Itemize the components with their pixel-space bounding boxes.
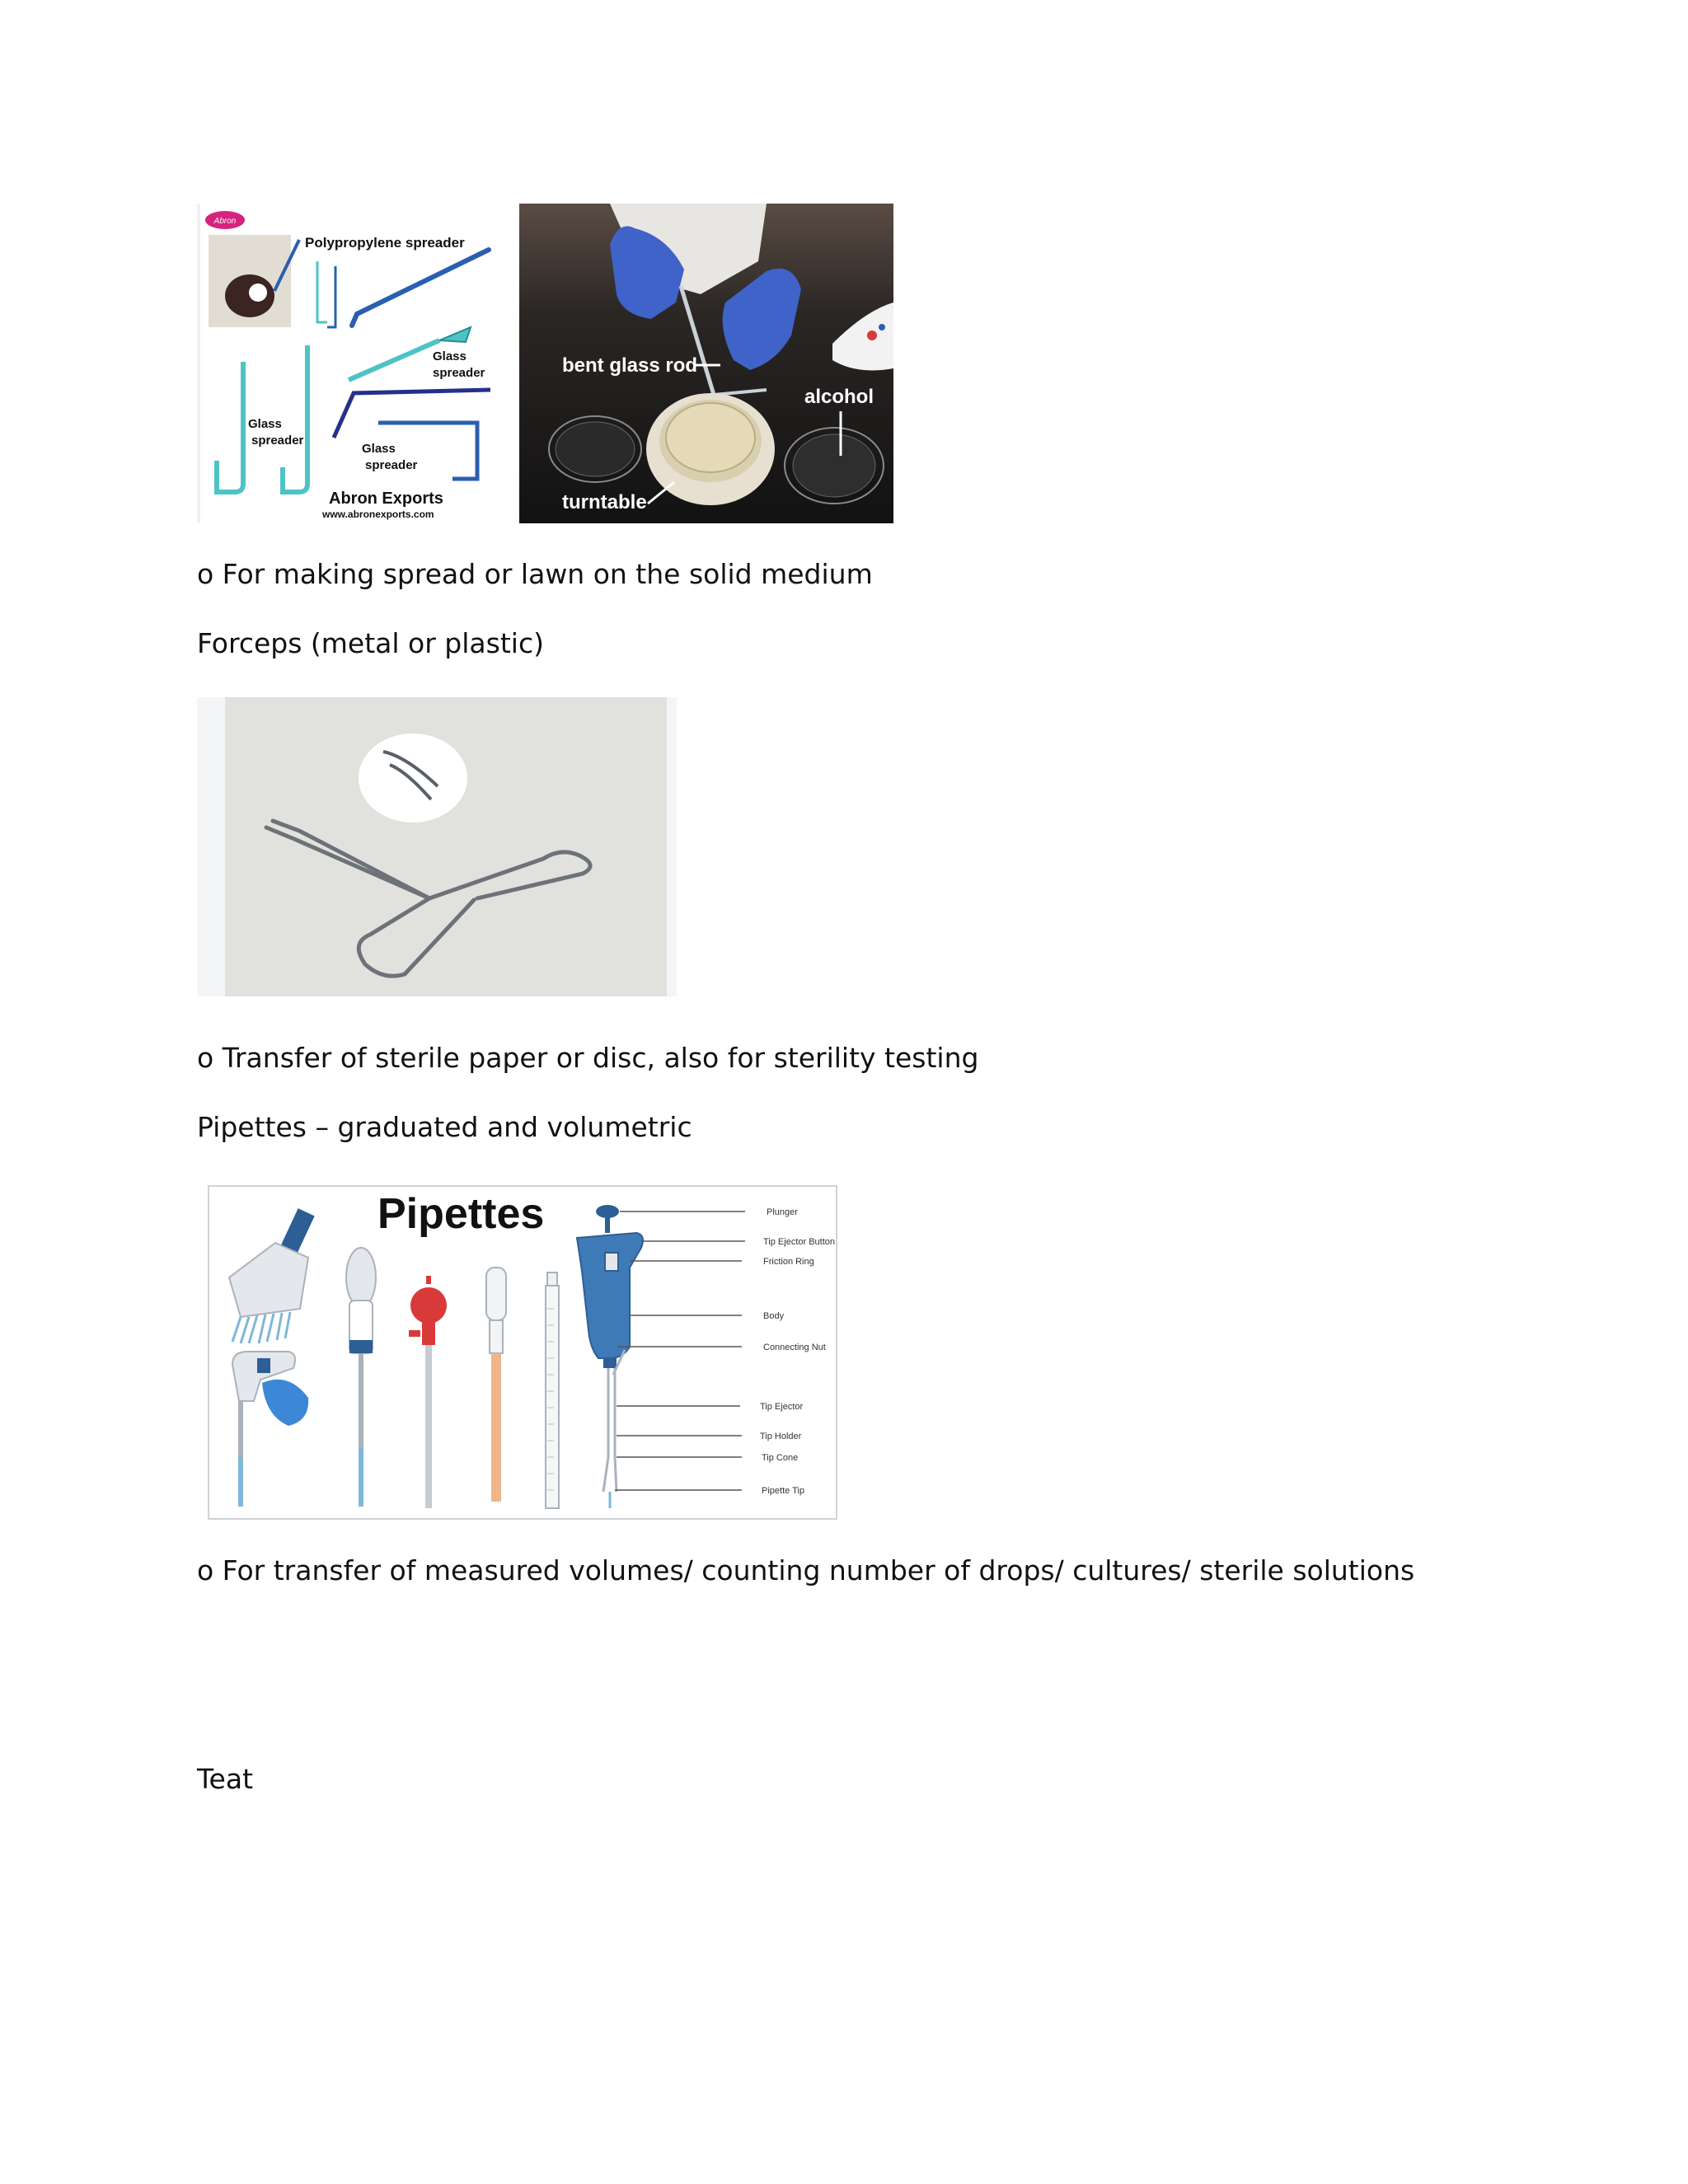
spreaders-badge-label: Abron xyxy=(213,217,237,226)
turntable-label: turntable xyxy=(562,491,647,513)
abron-url: www.abronexports.com xyxy=(322,509,434,520)
part-label-plunger: Plunger xyxy=(767,1207,798,1217)
glass-spreader-label-1a: Glass xyxy=(433,349,467,363)
spreaders-title: Polypropylene spreader xyxy=(305,235,465,251)
part-label-tip-ejector-button: Tip Ejector Button xyxy=(763,1237,836,1247)
glass-spreader-label-1b: spreader xyxy=(433,366,485,380)
spreader-use-text: o For making spread or lawn on the solid medium xyxy=(197,558,873,590)
glass-spreader-label-2b: spreader xyxy=(251,434,304,448)
forceps-use-text: o Transfer of sterile paper or disc, also for sterility testing xyxy=(197,1042,979,1074)
part-label-pipette-tip: Pipette Tip xyxy=(762,1486,804,1496)
glass-spreader-label-2a: Glass xyxy=(248,417,282,431)
part-label-friction-ring: Friction Ring xyxy=(763,1257,814,1267)
pipettes-title: Pipettes xyxy=(377,1190,545,1238)
part-label-tip-holder: Tip Holder xyxy=(760,1432,802,1441)
pipettes-diagram xyxy=(208,1185,837,1520)
part-label-connecting-nut: Connecting Nut xyxy=(763,1343,826,1352)
forceps-heading: Forceps (metal or plastic) xyxy=(197,627,544,659)
forceps-tip-zoom xyxy=(359,733,467,823)
forceps-photo xyxy=(197,697,677,996)
part-label-body: Body xyxy=(763,1311,785,1321)
pipettes-use-text: o For transfer of measured volumes/ counting number of drops/ cultures/ sterile solutions xyxy=(197,1554,1415,1586)
bent-glass-rod-label: bent glass rod xyxy=(562,354,698,377)
pipettes-heading: Pipettes – graduated and volumetric xyxy=(197,1111,692,1143)
glass-rod-photo xyxy=(519,204,893,523)
glass-spreader-label-3b: spreader xyxy=(365,458,418,472)
graduated-pipette-icon xyxy=(546,1272,559,1508)
abron-brand: Abron Exports xyxy=(329,490,443,508)
spreaders-image xyxy=(197,204,509,523)
glass-spreader-label-3a: Glass xyxy=(362,442,396,456)
part-label-tip-ejector: Tip Ejector xyxy=(760,1402,804,1412)
alcohol-label: alcohol xyxy=(804,386,874,408)
teat-heading: Teat xyxy=(197,1763,254,1795)
part-label-tip-cone: Tip Cone xyxy=(762,1453,799,1463)
